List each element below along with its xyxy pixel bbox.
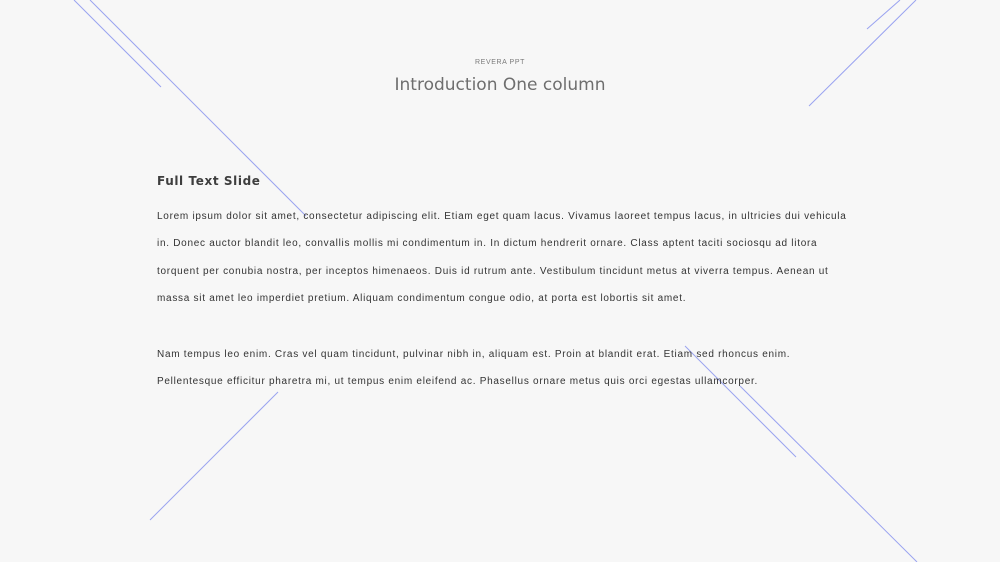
decor-line-top-right-short	[867, 0, 900, 29]
slide-kicker: REVERA PPT	[475, 59, 525, 66]
slide-title: Introduction One column	[394, 75, 606, 95]
decor-line-bottom-left	[150, 392, 278, 520]
slide-content	[157, 172, 857, 395]
body-paragraph-2: Nam tempus leo enim. Cras vel quam tincidunt, pulvinar nibh in, aliquam est. Proin at blandit erat. Etiam sed rhoncus enim. Pellentesque efficitur pharetra mi, ut tempus enim eleifend ac. Phasellus ornare metus quis orci egestas ullamcorper.	[157, 348, 791, 388]
slide-header	[0, 58, 1000, 100]
body-paragraph-1: Lorem ipsum dolor sit amet, consectetur adipiscing elit. Etiam eget quam lacus. Vivamus laoreet tempus lacus, in ultricies dui vehicula in. Donec auctor blandit leo, convallis mollis mi condimentum in. In dictum hendrerit ornare. Class aptent taciti sociosqu ad litora torquent per conubia nostra, per inceptos himenaeos. Duis id rutrum ante. Vestibulum tincidunt metus at viverra tempus. Aenean ut massa sit amet leo imperdiet pretium. Aliquam condimentum congue odio, at porta est lobortis sit amet.	[157, 211, 847, 305]
slide-subtitle: Full Text Slide	[157, 174, 261, 188]
decor-line-bottom-right-long	[740, 386, 917, 562]
